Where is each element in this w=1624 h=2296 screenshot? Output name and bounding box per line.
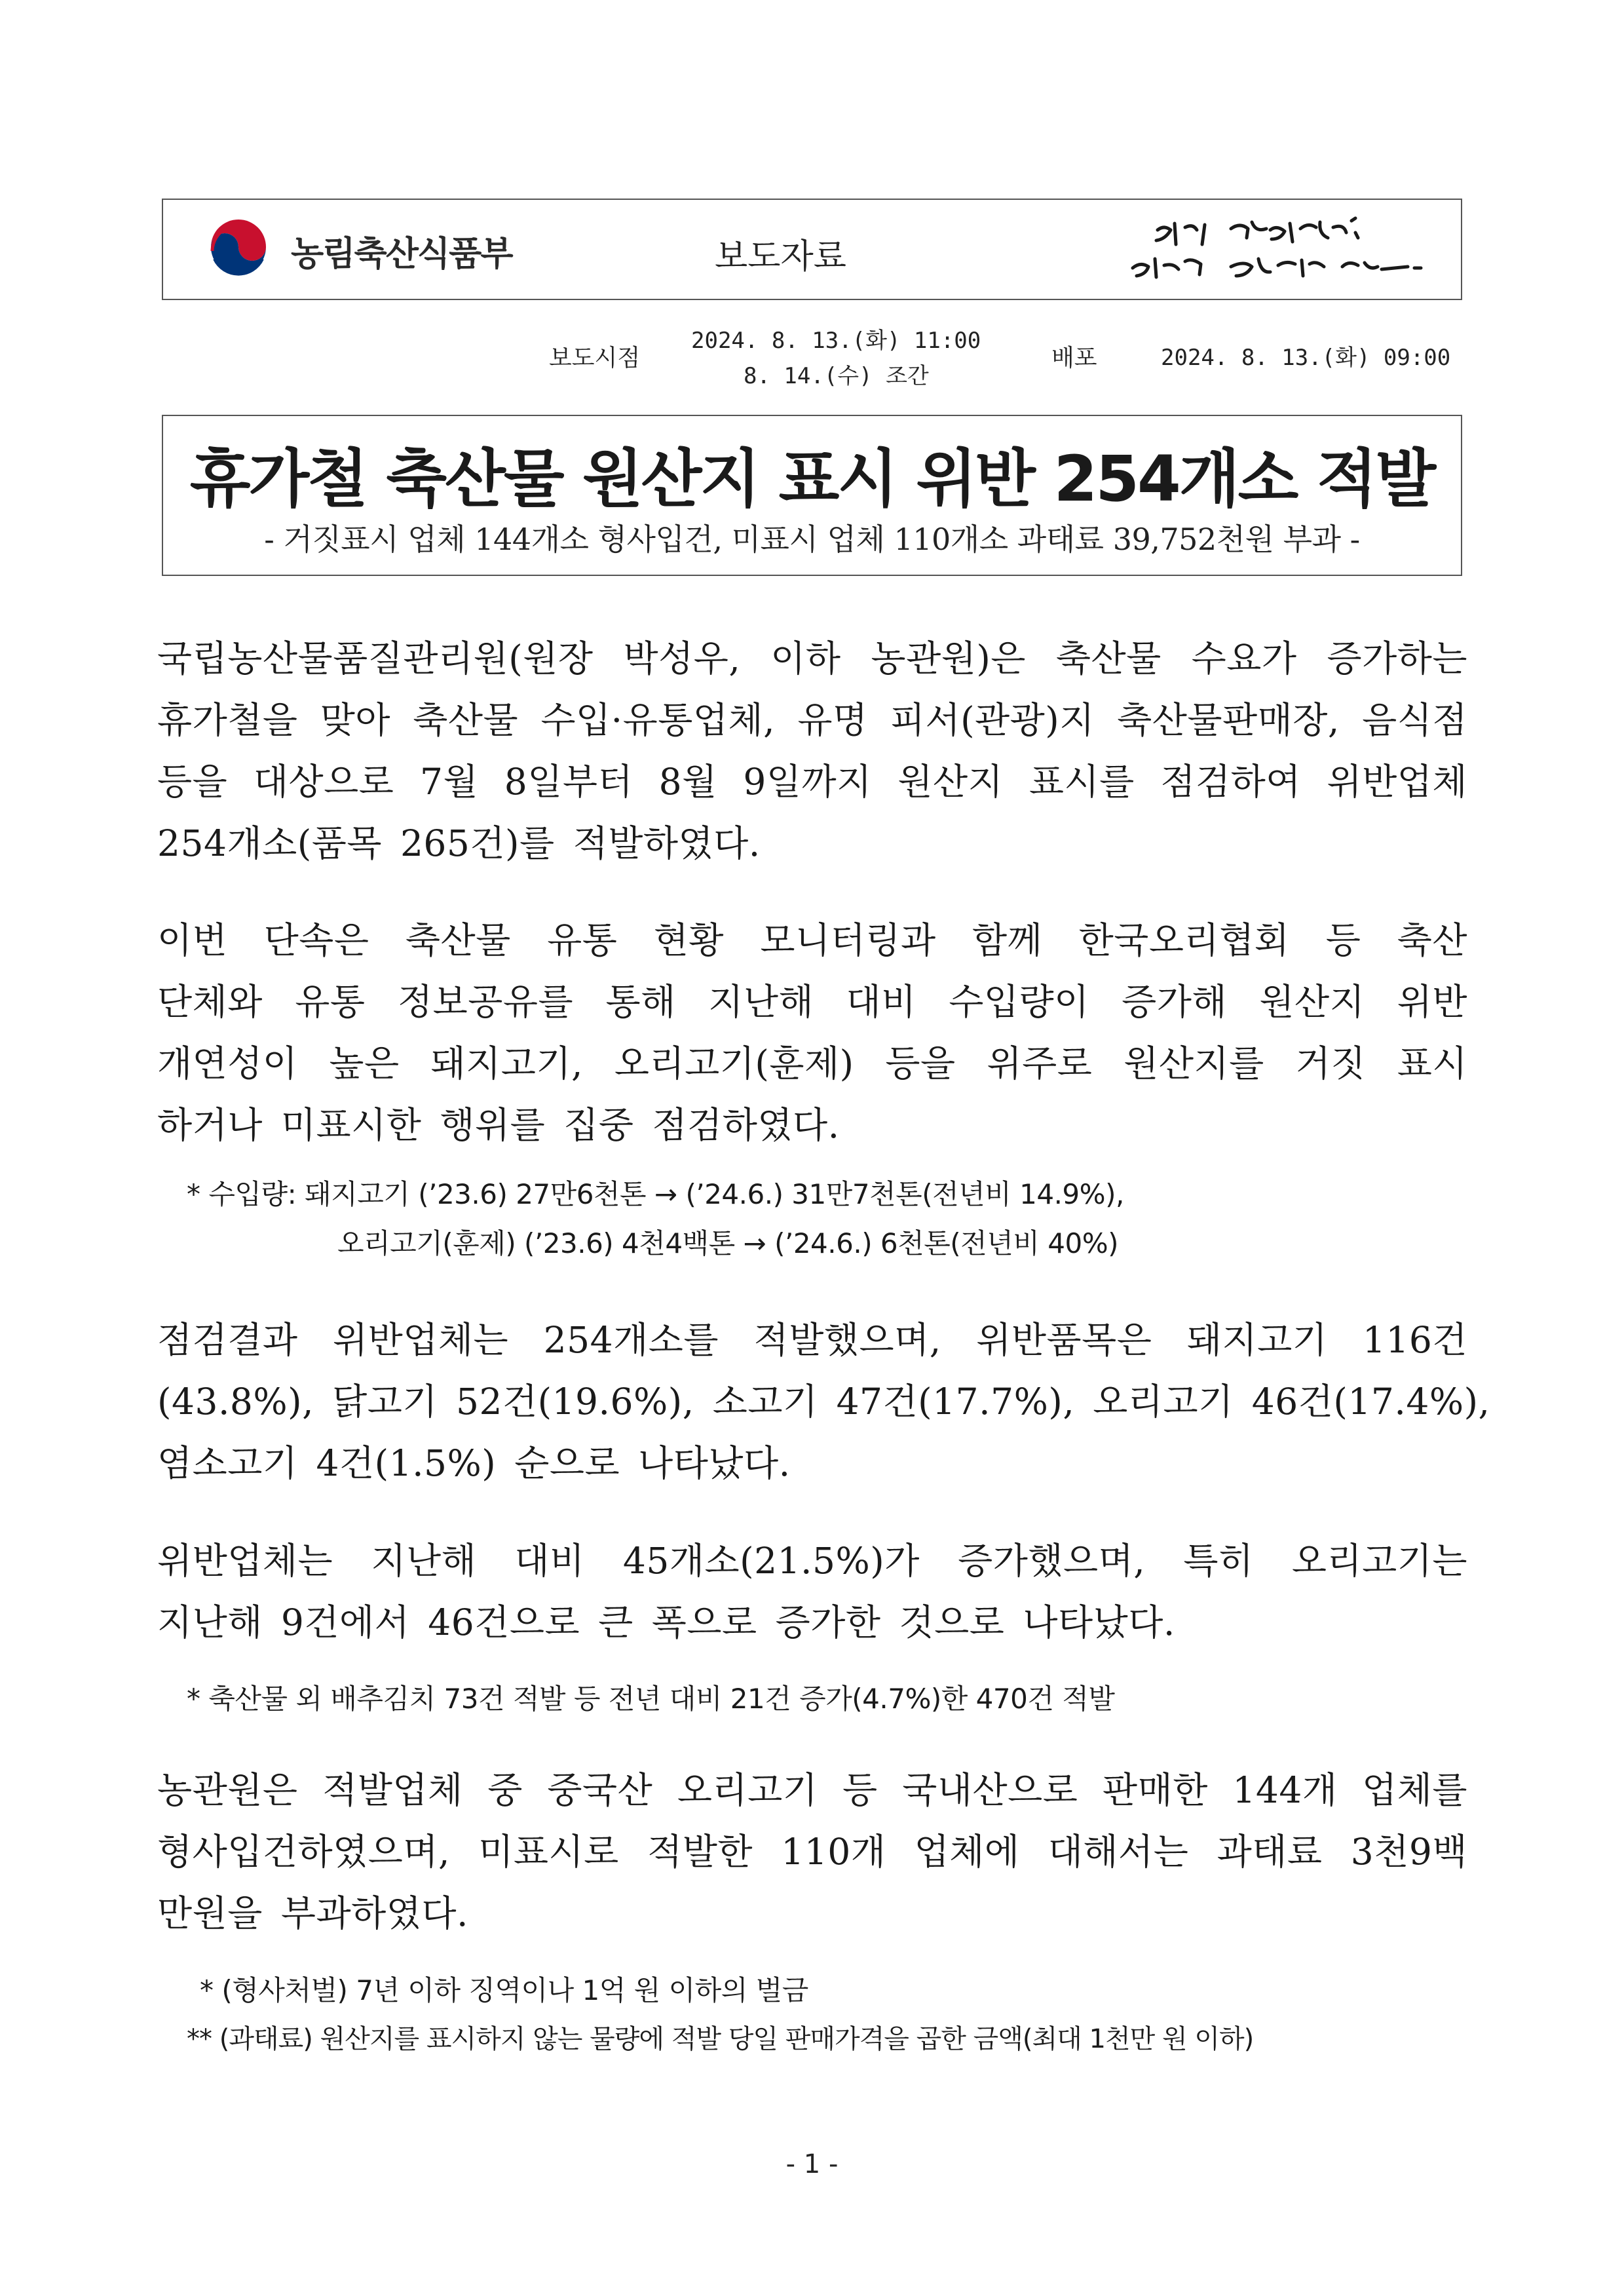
paragraph-line: 국립농산물품질관리원(원장 박성우, 이하 농관원)은 축산물 수요가 증가하는 [157,638,1467,679]
paragraph-line: 휴가철을 맞아 축산물 수입·유통업체, 유명 피서(관광)지 축산물판매장, 음식점 [157,699,1467,741]
distribution-label: 배포 [1051,345,1097,372]
paragraph-5 [157,1759,1467,1944]
paragraph-3 [157,1309,1490,1494]
paragraph-line: 지난해 9건에서 46건으로 큰 폭으로 증가한 것으로 나타났다. [157,1601,1175,1643]
page-title: 휴가철 축산물 원산지 표시 위반 254개소 적발 [189,442,1435,516]
paragraph-line: 254개소(품목 265건)를 적발하였다. [157,822,761,864]
paragraph-2 [157,909,1467,1156]
page-number: - 1 - [785,2149,839,2179]
note-kimchi: * 축산물 외 배추김치 73건 적발 등 전년 대비 21건 증가(4.7%)한 470건 적발 [187,1683,1115,1715]
paragraph-1 [157,628,1467,874]
paragraph-line: 만원을 부과하였다. [157,1892,469,1934]
paragraph-line: 농관원은 적발업체 중 중국산 오리고기 등 국내산으로 판매한 144개 업체를 [157,1769,1467,1811]
paragraph-line: 개연성이 높은 돼지고기, 오리고기(훈제) 등을 위주로 원산지를 거짓 표시 [157,1043,1467,1084]
paragraph-line: 형사입건하였으며, 미표시로 적발한 110개 업체에 대해서는 과태료 3천9백 [157,1831,1467,1873]
paragraph-line: 등을 대상으로 7월 8일부터 8월 9일까지 원산지 표시를 점검하여 위반업체 [157,761,1467,803]
paragraph-line: 위반업체는 지난해 대비 45개소(21.5%)가 증가했으며, 특히 오리고기는 [157,1540,1467,1582]
document-type: 보도자료 [715,237,846,277]
paragraph-line: 하거나 미표시한 행위를 집중 점검하였다. [157,1104,840,1146]
slogan-calligraphy [1106,210,1447,292]
press-time-label: 보도시점 [549,345,641,372]
note-import-volume: * 수입량: 돼지고기 (’23.6) 27만6천톤 → (’24.6.) 31만7천톤(전년비 14.9%), [187,1178,1124,1210]
note-import-volume-duck: 오리고기(훈제) (’23.6) 4천4백톤 → (’24.6.) 6천톤(전년비 40%) [337,1227,1118,1259]
distribution-time: 2024. 8. 13.(화) 09:00 [1161,345,1451,371]
paragraph-line: 염소고기 4건(1.5%) 순으로 나타났다. [157,1442,791,1484]
press-time-line2: 8. 14.(수) 조간 [744,363,929,389]
ministry-name: 농림축산식품부 [291,235,512,274]
paragraph-line: 단체와 유통 정보공유를 통해 지난해 대비 수입량이 증가해 원산지 위반 [157,981,1467,1023]
note-fine: ** (과태료) 원산지를 표시하지 않는 물량에 적발 당일 판매가격을 곱한 금액(최대 1천만 원 이하) [187,2024,1254,2054]
header-box [162,199,1462,300]
paragraph-4 [157,1530,1467,1653]
paragraph-line: 점검결과 위반업체는 254개소를 적발했으며, 위반품목은 돼지고기 116건 [157,1319,1467,1361]
press-time-line1: 2024. 8. 13.(화) 11:00 [691,328,981,354]
title-box [162,415,1462,576]
note-criminal-penalty: * (형사처벌) 7년 이하 징역이나 1억 원 이하의 벌금 [200,1974,808,2006]
paragraph-line: (43.8%), 닭고기 52건(19.6%), 소고기 47건(17.7%), 오리고기 46건(17.4%), [157,1381,1490,1423]
paragraph-line: 이번 단속은 축산물 유통 현황 모니터링과 함께 한국오리협회 등 축산 [157,919,1467,961]
subtitle: - 거짓표시 업체 144개소 형사입건, 미표시 업체 110개소 과태료 39,752천원 부과 - [264,522,1360,557]
government-emblem-icon [206,218,271,284]
